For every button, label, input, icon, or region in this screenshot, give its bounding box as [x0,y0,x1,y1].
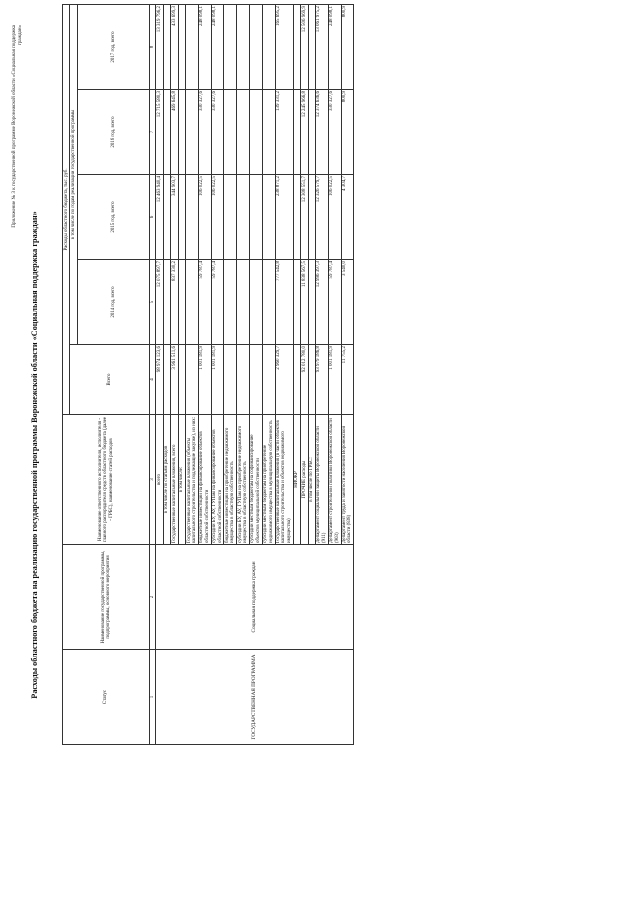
cell-2015 [163,175,170,260]
cell-2017 [163,4,170,89]
cell-2015: 106 022,5 [198,175,211,260]
document-title: Расходы областного бюджета на реализацию государственной программы Воронежской области «Социальная поддержка граждан» [30,211,39,699]
cell-2015 [293,175,300,260]
expenses-table [62,4,354,745]
row-label: в том числе: [178,415,185,545]
cell-total [178,345,185,415]
cell-2016: 12 715 580,3 [156,90,164,175]
cell-2017 [237,4,250,89]
row-label: субсидии БУ, АУ, ГУПам на приобретение недвижимого имущества в областную собственность [237,415,250,545]
program-name-cell: Социальная поддержка граждан [156,545,354,650]
cell-2017: 248 098,1 [328,4,341,89]
row-label: субсидии местным бюджетам на приобретение недвижимого имущества в муниципальную собственность [262,415,275,545]
cell-2015: 12 326 579,7 [315,175,328,260]
cell-2016: 800,9 [341,90,354,175]
cell-2015: 106 022,5 [328,175,341,260]
cell-2017 [186,4,199,89]
cell-2017 [178,4,185,89]
cell-2014 [186,260,199,345]
cell-2017 [262,4,275,89]
table-row [156,4,164,744]
cell-2014: 3 540,0 [341,260,354,345]
cell-2017: 13 061 975,2 [315,4,328,89]
header-2016: 2016 год, всего [77,90,149,175]
header-including: в том числе по годам реализации государственной программы [70,4,77,344]
cell-2016 [237,90,250,175]
cell-2016: 469 645,8 [171,90,179,175]
column-number: 5 [149,260,156,345]
row-label: субсидии БУ, АУ, ГУПам на финансирование объектов областной собственности [211,415,224,545]
cell-total [262,345,275,415]
cell-2014 [293,260,300,345]
column-number: 4 [149,345,156,415]
header-2015: 2015 год, всего [77,175,149,260]
cell-total [293,345,300,415]
cell-2016: 330 327,6 [328,90,341,175]
cell-total: 92 012 780,0 [301,345,309,415]
cell-2014: 777 542,8 [275,260,293,345]
cell-2017: 800,9 [341,4,354,89]
cell-2016: 12 374 636,6 [315,90,328,175]
row-label: всего [156,415,164,545]
cell-total: 93 979 186,8 [315,345,328,415]
column-number: 1 [149,650,156,745]
cell-total [186,345,199,415]
cell-2014: 59 787,4 [211,260,224,345]
cell-total: 2 960 329,7 [275,345,293,415]
cell-2016 [249,90,262,175]
row-label: субсидии местным бюджетам на софинансирование объектов муниципальной собственности [249,415,262,545]
cell-2016 [178,90,185,175]
row-label: в том числе по ГРБС: [308,415,315,545]
cell-total: 1 001 181,9 [328,345,341,415]
cell-total [163,345,170,415]
cell-2016: 12 245 966,8 [301,90,309,175]
cell-2016 [293,90,300,175]
row-label: Государственные капитальные вложения, всего [171,415,179,545]
column-number: 3 [149,415,156,545]
column-number: 6 [149,175,156,260]
cell-2016: 330 327,6 [198,90,211,175]
cell-2015 [262,175,275,260]
header-2014: 2014 год, всего [77,260,149,345]
cell-2015 [249,175,262,260]
cell-2014: 12 996 397,3 [315,260,328,345]
cell-total [249,345,262,415]
cell-2016 [308,90,315,175]
cell-2017: 248 098,1 [211,4,224,89]
cell-2015: 344 903,7 [171,175,179,260]
cell-2016 [262,90,275,175]
header-grbs: Наименование ответственного исполнителя, исполнителя - главного распорядителя средств областного бюджета (далее - ГРБС), наименование статей расходов [63,415,150,545]
cell-2014 [237,260,250,345]
cell-2017 [293,4,300,89]
cell-2014 [163,260,170,345]
header-program-name: Наименование государственной программы, подпрограммы, основного мероприятия [63,545,150,650]
column-number: 7 [149,90,156,175]
cell-2016 [163,90,170,175]
cell-2015 [186,175,199,260]
cell-2014 [178,260,185,345]
cell-2015: 238 871,2 [275,175,293,260]
row-label: бюджетные инвестиции на приобретение недвижимого имущества в областную собственность [224,415,237,545]
cell-2017 [308,4,315,89]
cell-2017 [224,4,237,89]
cell-2014: 59 787,4 [328,260,341,345]
cell-2014: 59 787,4 [198,260,211,345]
row-label: Государственные капитальные вложения (объекты капитального строительства и подлежащие закупке), из них: [186,415,199,545]
cell-2016: 139 331,2 [275,90,293,175]
cell-total: 1 001 181,9 [198,345,211,415]
cell-2014 [262,260,275,345]
cell-2015: 4 304,7 [341,175,354,260]
column-number: 8 [149,4,156,89]
appendix-note: Приложение № 3 к государственной программе Воронежской области «Социальная поддержка граждан» [12,25,23,228]
cell-2015 [224,175,237,260]
row-label: бюджетные инвестиции на финансирование объектов областной собственности [198,415,211,545]
cell-total [224,345,237,415]
header-2017: 2017 год, всего [77,4,149,89]
row-label: Департамент социальной защиты Воронежской области (911) [315,415,328,545]
cell-2014: 11 838 567,5 [301,260,309,345]
cell-2014 [249,260,262,345]
header-total: Всего [70,345,149,415]
cell-2015: 12 308 551,7 [301,175,309,260]
cell-2017: 248 098,1 [198,4,211,89]
cell-2014 [224,260,237,345]
cell-2017 [249,4,262,89]
row-label: в том числе по статьям расходов [163,415,170,545]
cell-2017: 13 319 796,2 [156,4,164,89]
row-label: Государственные капитальные вложения (в части объектов капитального строительства и объектов недвижимого имущества) [275,415,293,545]
row-label: Департамент труда и занятости населения Воронежской области (838) [341,415,354,545]
column-number: 2 [149,545,156,650]
cell-2014: 12 075 897,7 [156,260,164,345]
cell-total: 3 961 511,6 [171,345,179,415]
cell-2016: 330 327,6 [211,90,224,175]
cell-2016 [186,90,199,175]
cell-total [308,345,315,415]
row-label: ПРОЧИЕ расходы [301,415,309,545]
cell-2015: 12 463 940,4 [156,175,164,260]
cell-2014: 837 330,2 [171,260,179,345]
header-status: Статус [63,650,150,745]
cell-2015 [237,175,250,260]
cell-total: 1 001 181,9 [211,345,224,415]
cell-2017: 165 695,2 [275,4,293,89]
row-label: НИОКР [293,415,300,545]
cell-total: 98 974 123,6 [156,345,164,415]
cell-2017: 12 506 969,9 [301,4,309,89]
cell-total [237,345,250,415]
cell-2017: 433 699,3 [171,4,179,89]
cell-2016 [224,90,237,175]
cell-2015 [308,175,315,260]
cell-total: 11 755,2 [341,345,354,415]
cell-2015: 106 022,5 [211,175,224,260]
header-expenses-group: Расходы областного бюджета, тыс. руб. [63,4,70,414]
cell-2014 [308,260,315,345]
status-cell: ГОСУДАРСТВЕННАЯ ПРОГРАММА [156,650,354,745]
cell-2015 [178,175,185,260]
row-label: Департамент строительной политики Воронежской области (903) [328,415,341,545]
